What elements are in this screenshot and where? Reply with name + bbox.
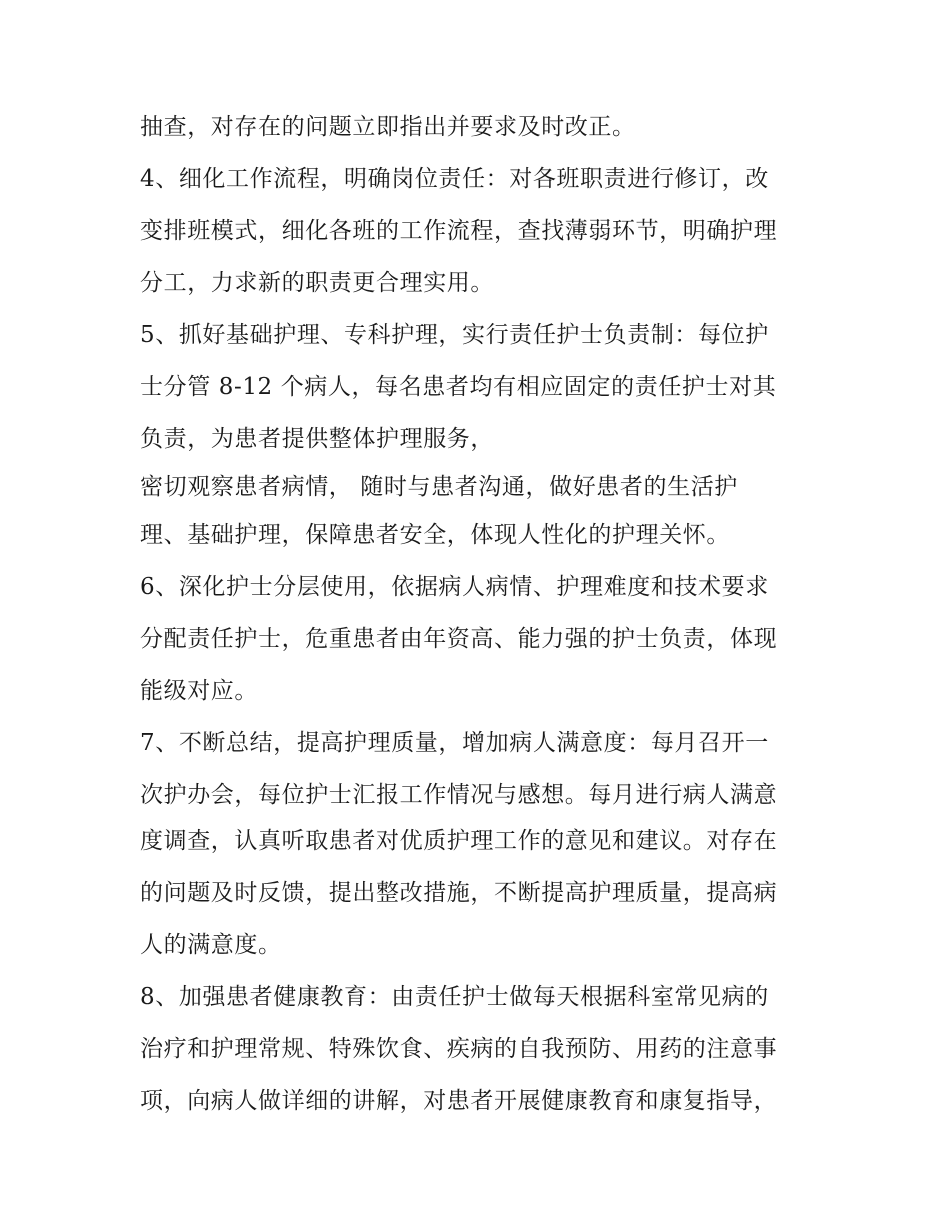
text-line: 7、不断总结，提高护理质量，增加病人满意度：每月召开一	[140, 730, 769, 756]
text-line: 分工，力求新的职责更合理实用。	[140, 270, 494, 296]
text-line: 能级对应。	[140, 678, 258, 704]
text-line: 变排班模式，细化各班的工作流程，查找薄弱环节，明确护理	[140, 218, 778, 244]
text-line: 6、深化护士分层使用，依据病人病情、护理难度和技术要求	[140, 574, 769, 600]
text-line: 4、细化工作流程，明确岗位责任：对各班职责进行修订，改	[140, 166, 769, 192]
text-line: 密切观察患者病情， 随时与患者沟通，做好患者的生活护	[140, 474, 738, 500]
text-line: 负责，为患者提供整体护理服务，	[140, 426, 494, 452]
text-line: 8、加强患者健康教育：由责任护士做每天根据科室常见病的	[140, 984, 769, 1010]
text-line: 分配责任护士，危重患者由年资高、能力强的护士负责，体现	[140, 626, 778, 652]
text-line: 理、基础护理，保障患者安全，体现人性化的护理关怀。	[140, 522, 730, 548]
text-line: 次护办会，每位护士汇报工作情况与感想。每月进行病人满意	[140, 782, 778, 808]
text-line: 项，向病人做详细的讲解，对患者开展健康教育和康复指导，	[140, 1088, 778, 1114]
text-line: 抽查，对存在的问题立即指出并要求及时改正。	[140, 114, 636, 140]
text-line: 5、抓好基础护理、专科护理，实行责任护士负责制：每位护	[140, 322, 769, 348]
text-line: 治疗和护理常规、特殊饮食、疾病的自我预防、用药的注意事	[140, 1036, 778, 1062]
text-line: 士分管 8-12 个病人，每名患者均有相应固定的责任护士对其	[140, 374, 777, 400]
text-line: 度调查，认真听取患者对优质护理工作的意见和建议。对存在	[140, 828, 778, 854]
text-line: 人的满意度。	[140, 932, 282, 958]
text-line: 的问题及时反馈，提出整改措施，不断提高护理质量，提高病	[140, 880, 778, 906]
